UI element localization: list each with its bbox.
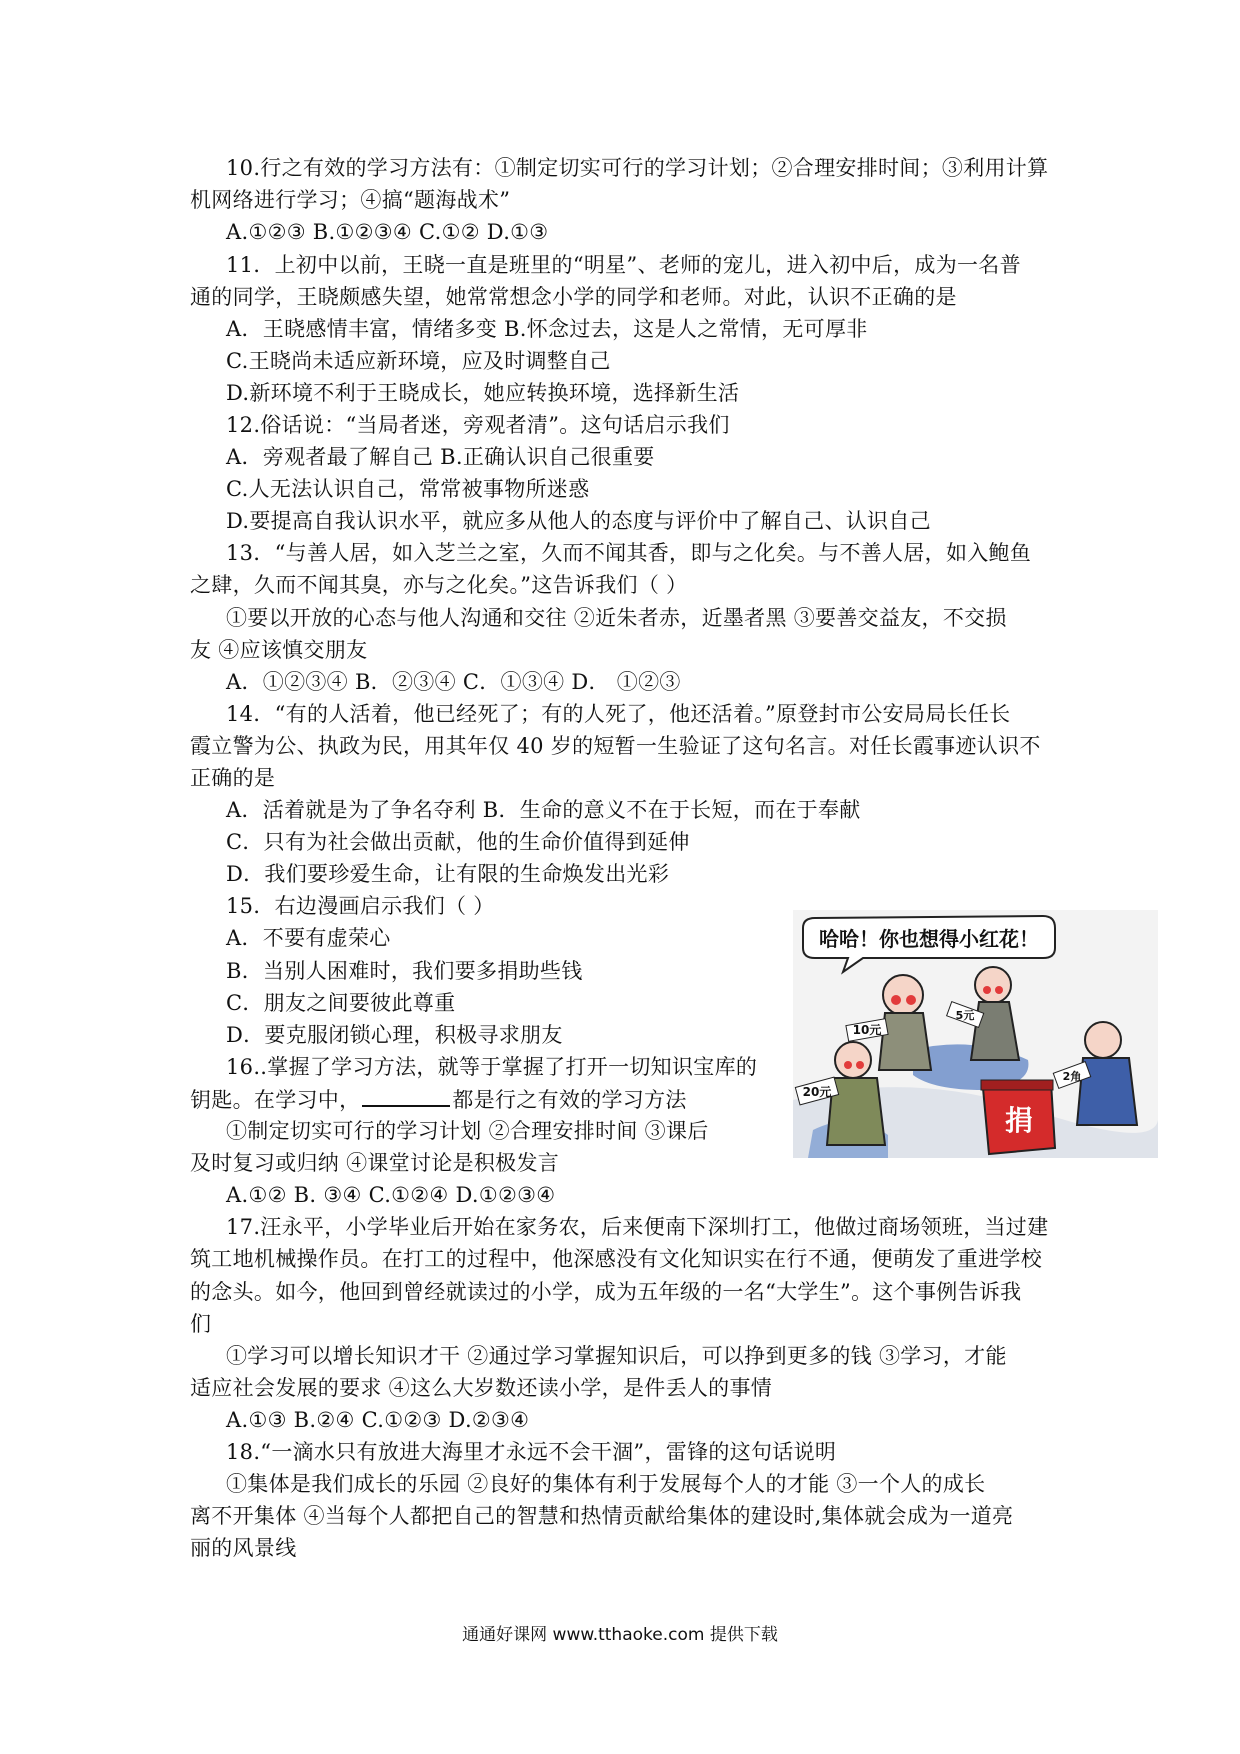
cartoon-box-label: 捐	[1004, 1104, 1034, 1137]
q10-stem-line-2: 机网络进行学习；④搞“题海战术”	[190, 188, 511, 212]
q17-items-line-2: 适应社会发展的要求 ④这么大岁数还读小学，是件丢人的事情	[190, 1376, 773, 1400]
fill-in-blank	[362, 1083, 450, 1107]
q13-items-line-1: ①要以开放的心态与他人沟通和交往 ②近朱者赤，近墨者黑 ③要善交益友，不交损	[226, 606, 1007, 630]
q12-options-ab: A．旁观者最了解自己 B.正确认识自己很重要	[226, 445, 655, 469]
q13-stem-line-1: 13．“与善人居，如入芝兰之室，久而不闻其香，即与之化矣。与不善人居，如入鲍鱼	[226, 541, 1032, 565]
q11-option-d: D.新环境不利于王晓成长，她应转换环境，选择新生活	[226, 381, 740, 405]
q17-stem-line-1: 17.汪永平，小学毕业后开始在家务农，后来便南下深圳打工，他做过商场领班，当过建	[226, 1215, 1049, 1239]
q16-stem-part-2: 都是行之有效的学习方法	[452, 1088, 687, 1112]
q14-stem-line-3: 正确的是	[190, 766, 276, 790]
q14-stem-line-2: 霞立警为公、执政为民，用其年仅 40 岁的短暂一生验证了这句名言。对任长霞事迹认识不	[190, 734, 1041, 758]
q18-items-line-1: ①集体是我们成长的乐园 ②良好的集体有利于发展每个人的才能 ③一个人的成长	[226, 1472, 986, 1496]
cartoon-tag-10: 10元	[852, 1023, 882, 1037]
cartoon-tag-20: 20元	[802, 1085, 832, 1099]
q13-stem-line-2: 之肆，久而不闻其臭，亦与之化矣。”这告诉我们（ ）	[190, 573, 688, 597]
q15-option-d: D．要克服闭锁心理，积极寻求朋友	[226, 1023, 563, 1047]
q18-items-line-2: 离不开集体 ④当每个人都把自己的智慧和热情贡献给集体的建设时,集体就会成为一道亮	[190, 1504, 1014, 1528]
q15-option-a: A．不要有虚荣心	[226, 926, 391, 950]
q12-stem: 12.俗话说：“当局者迷，旁观者清”。这句话启示我们	[226, 413, 730, 437]
cartoon-tag-5: 5元	[955, 1009, 975, 1022]
q14-stem-line-1: 14．“有的人活着，他已经死了；有的人死了，他还活着。”原登封市公安局局长任长	[226, 702, 1011, 726]
q17-items-line-1: ①学习可以增长知识才干 ②通过学习掌握知识后，可以挣到更多的钱 ③学习，才能	[226, 1344, 1007, 1368]
q17-stem-line-3: 的念头。如今，他回到曾经就读过的小学，成为五年级的一名“大学生”。这个事例告诉我	[190, 1280, 1022, 1304]
q14-option-c: C．只有为社会做出贡献，他的生命价值得到延伸	[226, 830, 690, 854]
q16-items-line-2: 及时复习或归纳 ④课堂讨论是积极发言	[190, 1151, 560, 1175]
q14-option-d: D．我们要珍爱生命，让有限的生命焕发出光彩	[226, 862, 670, 886]
q16-stem-line-2	[190, 1083, 687, 1116]
q17-stem-line-2: 筑工地机械操作员。在打工的过程中，他深感没有文化知识实在行不通，便萌发了重进学校	[190, 1247, 1042, 1271]
q11-options-ab: A．王晓感情丰富，情绪多变 B.怀念过去，这是人之常情，无可厚非	[226, 317, 868, 341]
q13-items-line-2: 友 ④应该慎交朋友	[190, 638, 368, 662]
q18-items-line-3: 丽的风景线	[190, 1536, 297, 1560]
q15-option-b: B．当别人困难时，我们要多捐助些钱	[226, 959, 583, 983]
cartoon-tag-2: 2角	[1062, 1070, 1082, 1083]
q11-option-c: C.王晓尚未适应新环境，应及时调整自己	[226, 349, 611, 373]
q16-stem-line-1: 16..掌握了学习方法，就等于掌握了打开一切知识宝库的	[226, 1055, 758, 1079]
q11-stem-line-1: 11．上初中以前，王晓一直是班里的“明星”、老师的宠儿，进入初中后，成为一名普	[226, 253, 1021, 277]
q16-options: A.①② B. ③④ C.①②④ D.①②③④	[226, 1183, 556, 1207]
q12-option-c: C.人无法认识自己，常常被事物所迷惑	[226, 477, 590, 501]
q18-stem: 18.“一滴水只有放进大海里才永远不会干涸”，雷锋的这句话说明	[226, 1440, 837, 1464]
q14-options-ab: A．活着就是为了争名夺利 B．生命的意义不在于长短，而在于奉献	[226, 798, 861, 822]
q10-stem-line-1: 10.行之有效的学习方法有：①制定切实可行的学习计划；②合理安排时间；③利用计算	[226, 156, 1049, 180]
q15-stem: 15．右边漫画启示我们（ ）	[226, 894, 495, 918]
q13-options: A．①②③④ B．②③④ C．①③④ D． ①②③	[226, 670, 681, 694]
q16-stem-part-1: 钥匙。在学习中，	[190, 1088, 361, 1112]
q15-option-c: C．朋友之间要彼此尊重	[226, 991, 456, 1015]
donation-cartoon-image	[793, 910, 1158, 1158]
q16-items-line-1: ①制定切实可行的学习计划 ②合理安排时间 ③课后	[226, 1119, 709, 1143]
page-footer: 通通好课网 www.tthaoke.com 提供下载	[462, 1625, 778, 1645]
q10-options: A.①②③ B.①②③④ C.①② D.①③	[226, 220, 549, 244]
q17-options: A.①③ B.②④ C.①②③ D.②③④	[226, 1408, 530, 1432]
q12-option-d: D.要提高自我认识水平，就应多从他人的态度与评价中了解自己、认识自己	[226, 509, 931, 533]
cartoon-speech-text: 哈哈！你也想得小红花！	[819, 927, 1039, 951]
q11-stem-line-2: 通的同学，王晓颇感失望，她常常想念小学的同学和老师。对此，认识不正确的是	[190, 285, 957, 309]
q17-stem-line-4: 们	[190, 1312, 212, 1336]
